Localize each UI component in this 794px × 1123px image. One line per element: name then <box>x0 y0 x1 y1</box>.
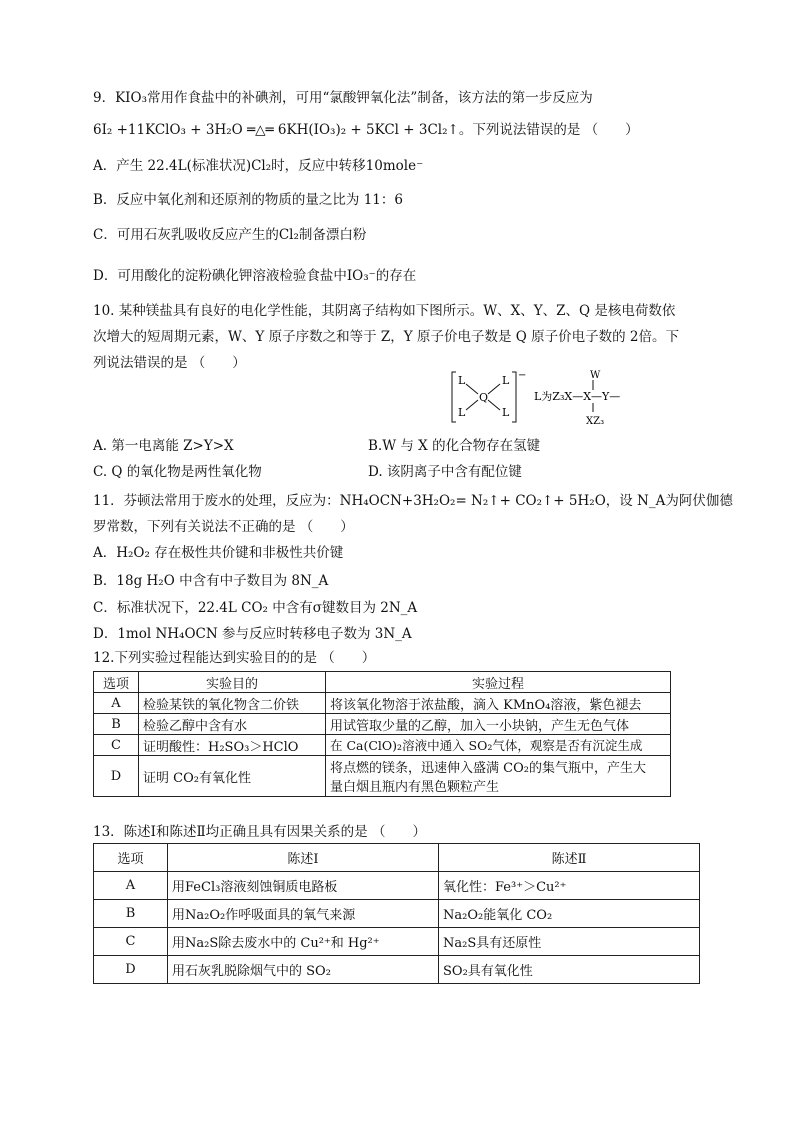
table-row <box>94 693 671 714</box>
row-statement-2: SO₂具有氧化性 <box>439 956 700 984</box>
table-header-row <box>94 844 700 872</box>
q11-stem-line1: 11．芬顿法常用于废水的处理，反应为：NH₄OCN+3H₂O₂= N₂↑+ CO₂↑+ 5H₂O，设 N_A为阿伏伽德 <box>93 493 733 509</box>
row-process-line1: 将点燃的镁条，迅速伸入盛满 CO₂的集气瓶中，产生大 <box>330 761 646 776</box>
row-option: C <box>94 928 168 956</box>
q10-option-c: C. Q 的氧化物是两性氧化物 <box>93 464 262 480</box>
q10-option-a: A. 第一电离能 Z>Y>X <box>93 438 234 454</box>
q9-option-c: C．可用石灰乳吸收反应产生的Cl₂制备漂白粉 <box>93 227 367 243</box>
header-option: 选项 <box>94 672 139 693</box>
row-option: A <box>94 872 168 900</box>
q11-option-d: D．1mol NH₄OCN 参与反应时转移电子数为 3N_A <box>93 626 412 642</box>
q12-table <box>93 671 671 797</box>
header-statement-1: 陈述Ⅰ <box>168 844 439 872</box>
row-purpose: 证明酸性：H₂SO₃＞HClO <box>139 735 326 756</box>
row-statement-1: 用Na₂O₂作呼吸面具的氧气来源 <box>168 900 439 928</box>
row-option: C <box>94 735 139 756</box>
row-process: 将该氧化物溶于浓盐酸，滴入 KMnO₄溶液，紫色褪去 <box>326 693 671 714</box>
q10-option-b: B.W 与 X 的化合物存在氢键 <box>368 438 541 454</box>
q11-option-b: B．18g H₂O 中含有中子数目为 8N_A <box>93 573 329 589</box>
row-statement-2: Na₂S具有还原性 <box>439 928 700 956</box>
header-statement-2: 陈述Ⅱ <box>439 844 700 872</box>
row-option: A <box>94 693 139 714</box>
q10-option-d: D. 该阴离子中含有配位键 <box>368 464 522 480</box>
row-purpose: 检验某铁的氧化物含二价铁 <box>139 693 326 714</box>
table-row <box>94 928 700 956</box>
q10-stem-line3: 列说法错误的是 （ ） <box>93 355 246 371</box>
q9-option-d: D．可用酸化的淀粉碘化钾溶液检验食盐中IO₃⁻的存在 <box>93 268 417 284</box>
ligand-l-bottomleft: L <box>458 406 466 419</box>
table-row <box>94 956 700 984</box>
ligand-definition: L为Z₃X—X—Y— <box>534 390 621 403</box>
header-process: 实验过程 <box>326 672 671 693</box>
row-option: B <box>94 900 168 928</box>
charge-label: − <box>518 370 527 381</box>
center-atom-q: Q <box>479 391 489 404</box>
q9-stem: 9．KIO₃常用作食盐中的补碘剂，可用“氯酸钾氧化法”制备，该方法的第一步反应为 <box>93 90 593 106</box>
row-statement-1: 用石灰乳脱除烟气中的 SO₂ <box>168 956 439 984</box>
table-header-row <box>94 672 671 693</box>
row-statement-1: 用FeCl₃溶液刻蚀铜质电路板 <box>168 872 439 900</box>
table-row <box>94 714 671 735</box>
row-option: B <box>94 714 139 735</box>
ligand-l-topright: L <box>502 374 510 387</box>
q9-option-a: A．产生 22.4L(标准状况)Cl₂时，反应中转移10mole⁻ <box>93 158 424 174</box>
q10-stem-line2: 次增大的短周期元素，W、Y 原子序数之和等于 Z，Y 原子价电子数是 Q 原子价电子数的 2倍。下 <box>93 329 679 345</box>
q9-equation: 6I₂ +11KClO₃ + 3H₂O ═△═ 6KH(IO₃)₂ + 5KCl + 3Cl₂↑。下列说法错误的是 （ ） <box>93 122 639 138</box>
row-purpose: 证明 CO₂有氧化性 <box>139 756 326 797</box>
header-purpose: 实验目的 <box>139 672 326 693</box>
header-option: 选项 <box>94 844 168 872</box>
table-row <box>94 872 700 900</box>
table-row <box>94 900 700 928</box>
row-process <box>326 756 671 797</box>
row-statement-1: 用Na₂S除去废水中的 Cu²⁺和 Hg²⁺ <box>168 928 439 956</box>
ligand-l-bottomright: L <box>502 406 510 419</box>
table-row <box>94 756 671 797</box>
q9-option-b: B．反应中氧化剂和还原剂的物质的量之比为 11：6 <box>93 192 403 208</box>
q13-table <box>93 843 700 984</box>
q11-option-a: A．H₂O₂ 存在极性共价键和非极性共价键 <box>93 545 344 561</box>
q10-stem-line1: 10. 某种镁盐具有良好的电化学性能，其阴离子结构如下图所示。W、X、Y、Z、Q 是核电荷数依 <box>93 303 676 319</box>
atom-w: W <box>590 370 601 381</box>
q13-stem: 13．陈述Ⅰ和陈述Ⅱ均正确且具有因果关系的是 （ ） <box>93 824 426 840</box>
row-statement-2: Na₂O₂能氧化 CO₂ <box>439 900 700 928</box>
ligand-l-topleft: L <box>458 374 466 387</box>
row-process: 用试管取少量的乙醇，加入一小块钠，产生无色气体 <box>326 714 671 735</box>
q11-stem-line2: 罗常数，下列有关说法不正确的是 （ ） <box>93 519 354 535</box>
group-xz3: XZ₃ <box>586 416 605 427</box>
row-purpose: 检验乙醇中含有水 <box>139 714 326 735</box>
q12-stem: 12.下列实验过程能达到实验目的的是 （ ） <box>93 650 376 666</box>
row-option: D <box>94 756 139 797</box>
row-statement-2: 氧化性：Fe³⁺＞Cu²⁺ <box>439 872 700 900</box>
table-row <box>94 735 671 756</box>
row-process: 在 Ca(ClO)₂溶液中通入 SO₂气体，观察是否有沉淀生成 <box>326 735 671 756</box>
q11-option-c: C．标准状况下，22.4L CO₂ 中含有σ键数目为 2N_A <box>93 600 418 616</box>
row-process-line2: 量白烟且瓶内有黑色颗粒产生 <box>330 780 500 795</box>
row-option: D <box>94 956 168 984</box>
anion-structure-diagram <box>450 370 750 430</box>
